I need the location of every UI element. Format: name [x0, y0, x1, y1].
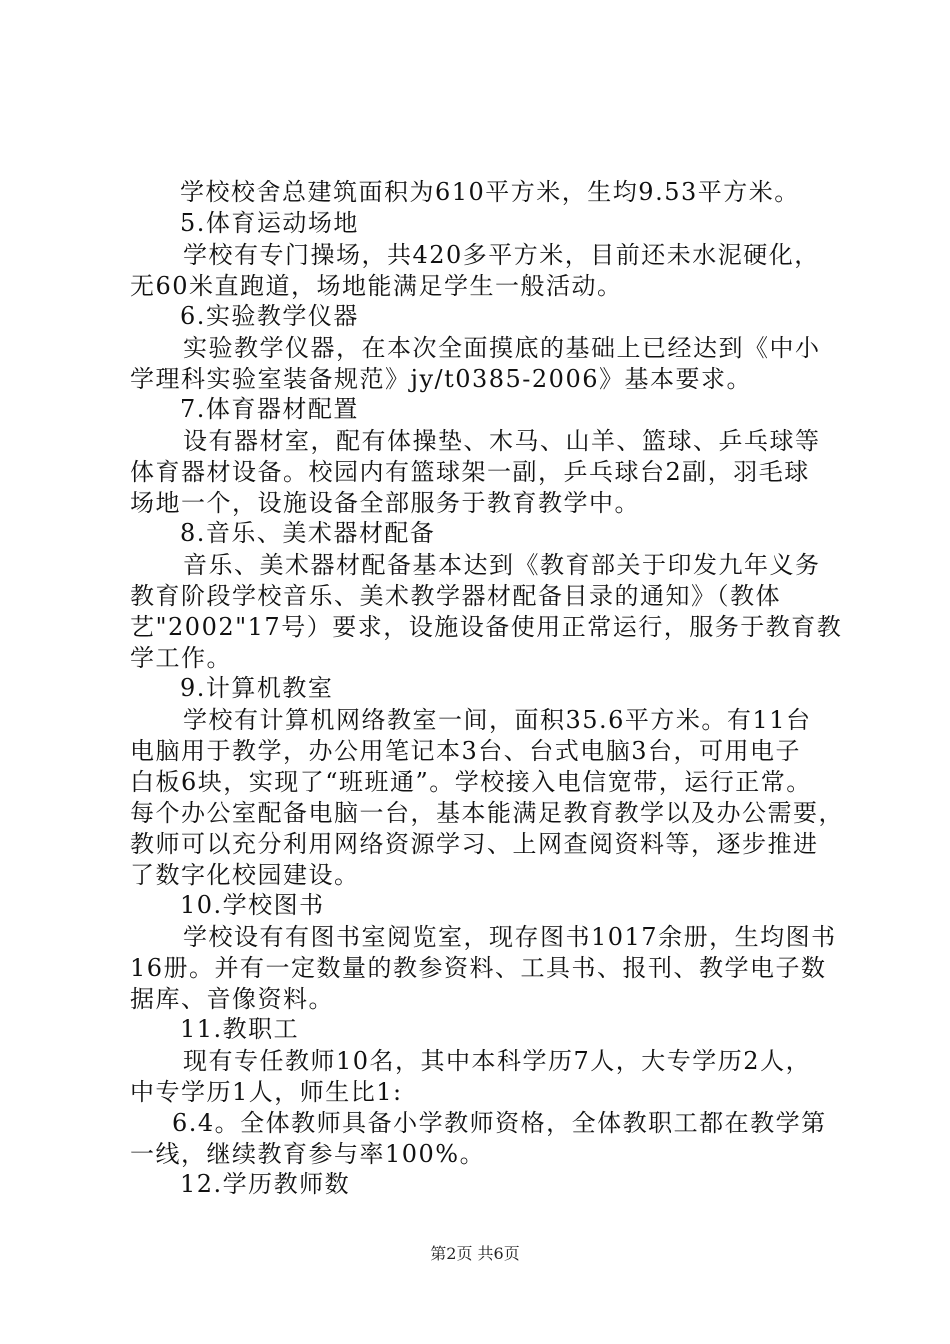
section-heading: 10.学校图书 [180, 891, 325, 919]
paragraph-line: 每个办公室配备电脑一台，基本能满足教育教学以及办公需要， [130, 799, 844, 827]
section-heading: 12.学历教师数 [180, 1170, 351, 1198]
paragraph-line: 6.4。全体教师具备小学教师资格，全体教职工都在教学第 [172, 1109, 827, 1137]
paragraph-line: 音乐、美术器材配备基本达到《教育部关于印发九年义务 [183, 551, 821, 579]
paragraph-line: 中专学历1人，师生比1: [130, 1078, 403, 1106]
section-heading: 5.体育运动场地 [180, 209, 359, 237]
paragraph-line: 场地一个，设施设备全部服务于教育教学中。 [130, 489, 640, 517]
paragraph-line: 实验教学仪器，在本次全面摸底的基础上已经达到《中小 [183, 334, 821, 362]
paragraph-line: 16册。并有一定数量的教参资料、工具书、报刊、教学电子数 [130, 954, 827, 982]
section-heading: 9.计算机教室 [180, 674, 334, 702]
paragraph-line: 电脑用于教学，办公用笔记本3台、台式电脑3台，可用电子 [130, 737, 802, 765]
paragraph-line: 学工作。 [130, 644, 232, 672]
paragraph-line: 现有专任教师10名，其中本科学历7人，大专学历2人， [183, 1047, 812, 1075]
paragraph-line: 学校设有有图书室阅览室，现存图书1017余册，生均图书 [183, 923, 837, 951]
paragraph-line: 据库、音像资料。 [130, 985, 334, 1013]
paragraph-line: 教育阶段学校音乐、美术教学器材配备目录的通知》（教体 [130, 582, 781, 610]
paragraph-line: 学理科实验室装备规范》jy/t0385-2006》基本要求。 [130, 365, 752, 393]
paragraph-line: 白板6块，实现了“班班通”。学校接入电信宽带，运行正常。 [130, 768, 812, 796]
paragraph-line: 学校有专门操场，共420多平方米，目前还未水泥硬化， [183, 241, 820, 269]
paragraph-line: 艺"2002"17号）要求，设施设备使用正常运行，服务于教育教 [130, 613, 843, 641]
section-heading: 6.实验教学仪器 [180, 302, 359, 330]
section-heading: 7.体育器材配置 [180, 395, 359, 423]
paragraph-line: 设有器材室，配有体操垫、木马、山羊、篮球、乒乓球等 [183, 427, 821, 455]
paragraph-line: 学校有计算机网络教室一间，面积35.6平方米。有11台 [183, 706, 812, 734]
page-number-footer: 第2页 共6页 [430, 1244, 520, 1263]
section-heading: 11.教职工 [180, 1015, 300, 1043]
paragraph-line: 体育器材设备。校园内有篮球架一副，乒乓球台2副，羽毛球 [130, 458, 810, 486]
paragraph-line: 了数字化校园建设。 [130, 861, 360, 889]
paragraph-line: 学校校舍总建筑面积为610平方米，生均9.53平方米。 [180, 178, 800, 206]
paragraph-line: 无60米直跑道，场地能满足学生一般活动。 [130, 272, 623, 300]
section-heading: 8.音乐、美术器材配备 [180, 519, 436, 547]
paragraph-line: 一线，继续教育参与率100%。 [130, 1140, 486, 1168]
paragraph-line: 教师可以充分利用网络资源学习、上网查阅资料等，逐步推进 [130, 830, 819, 858]
